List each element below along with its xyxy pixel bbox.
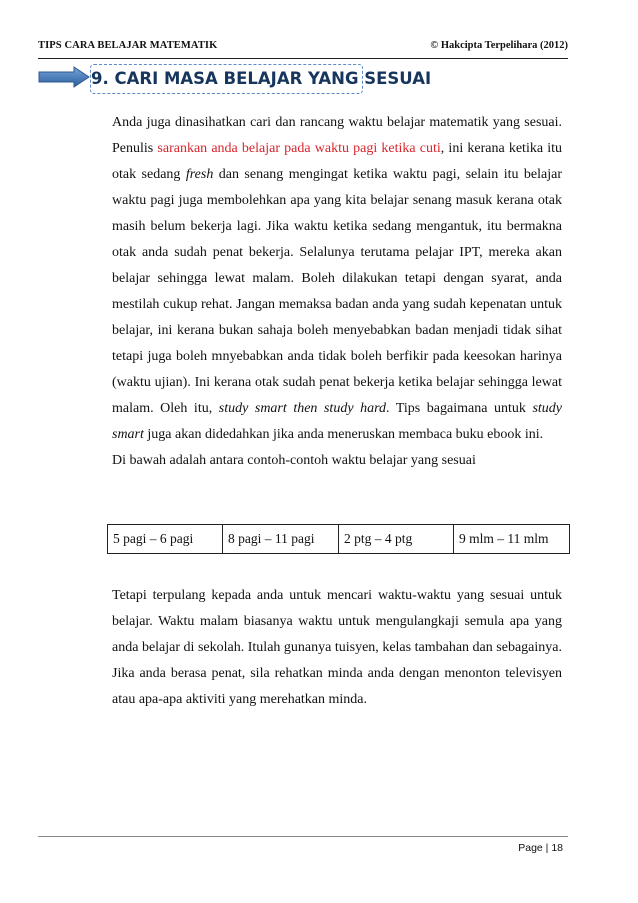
header-title: TIPS CARA BELAJAR MATEMATIK: [38, 40, 218, 51]
emphasis-study-smart: study smart: [112, 401, 562, 442]
section-heading: 9. CARI MASA BELAJAR YANG SESUAI: [91, 69, 432, 88]
paragraph-1-text: Anda juga dinasihatkan cari dan rancang waktu belajar matematik yang sesuai. Penulis: [112, 115, 562, 156]
table-row: [108, 525, 570, 554]
emphasis-fresh: fresh: [185, 167, 214, 182]
paragraph-2-container: [112, 583, 562, 713]
paragraph-1-text: , ini kerana ketika itu otak sedang: [112, 141, 562, 182]
page-number: Page | 18: [518, 842, 563, 854]
study-time-table: [107, 524, 570, 554]
emphasis-motto: study smart then study hard: [218, 401, 387, 416]
right-arrow-icon: [38, 66, 90, 88]
section-heading-box: [90, 64, 432, 94]
paragraph-1-text: . Tips bagaimana untuk: [386, 401, 533, 416]
table-cell: 8 pagi – 11 pagi: [223, 525, 339, 554]
paragraph-1-text: dan senang mengingat ketika waktu pagi, selain itu belajar waktu pagi juga membolehkan apa yang kita belajar senang masuk kerana otak masih belum bekerja lagi. Jika waktu ketika sedang mengantuk, itu bermakna otak anda sudah penat bekerja. Selalunya terutama pelajar IPT, mereka akan belajar sehingga lewat malam. Boleh dilakukan tetapi dengan syarat, anda mestilah cukup rehat. Jangan memaksa badan anda yang sudah kepenatan untuk belajar, ini kerana bukan sahaja boleh menyebabkan badan menjadi tidak sihat tetapi juga boleh mnyebabkan anda tidak boleh berfikir pada keesokan harinya (waktu ujian). Ini kerana otak sudah penat bekerja ketika belajar sehingga lewat malam. Oleh itu,: [112, 167, 562, 416]
header-copyright: © Hakcipta Terpelihara (2012): [430, 40, 568, 51]
highlighted-advice: sarankan anda belajar pada waktu pagi ketika cuti: [157, 141, 441, 156]
table-cell: 2 ptg – 4 ptg: [339, 525, 454, 554]
paragraph-1-text: juga akan didedahkan jika anda meneruskan membaca buku ebook ini.: [143, 427, 544, 442]
header-divider: [38, 58, 568, 59]
table-cell: 9 mlm – 11 mlm: [454, 525, 570, 554]
schedule-intro: Di bawah adalah antara contoh-contoh waktu belajar yang sesuai: [112, 453, 476, 468]
page-header: [38, 40, 568, 56]
table-cell: 5 pagi – 6 pagi: [108, 525, 223, 554]
main-content: [112, 110, 562, 474]
footer-divider: [38, 836, 568, 837]
paragraph-1: [112, 110, 562, 448]
paragraph-2: Tetapi terpulang kepada anda untuk mencari waktu-waktu yang sesuai untuk belajar. Waktu malam biasanya waktu untuk mengulangkaji semula apa yang anda belajar di sekolah. Itulah gunanya tuisyen, kelas tambahan dan sebagainya. Jika anda berasa penat, sila rehatkan minda anda dengan menonton televisyen atau apa-apa aktiviti yang merehatkan minda.: [112, 588, 562, 707]
